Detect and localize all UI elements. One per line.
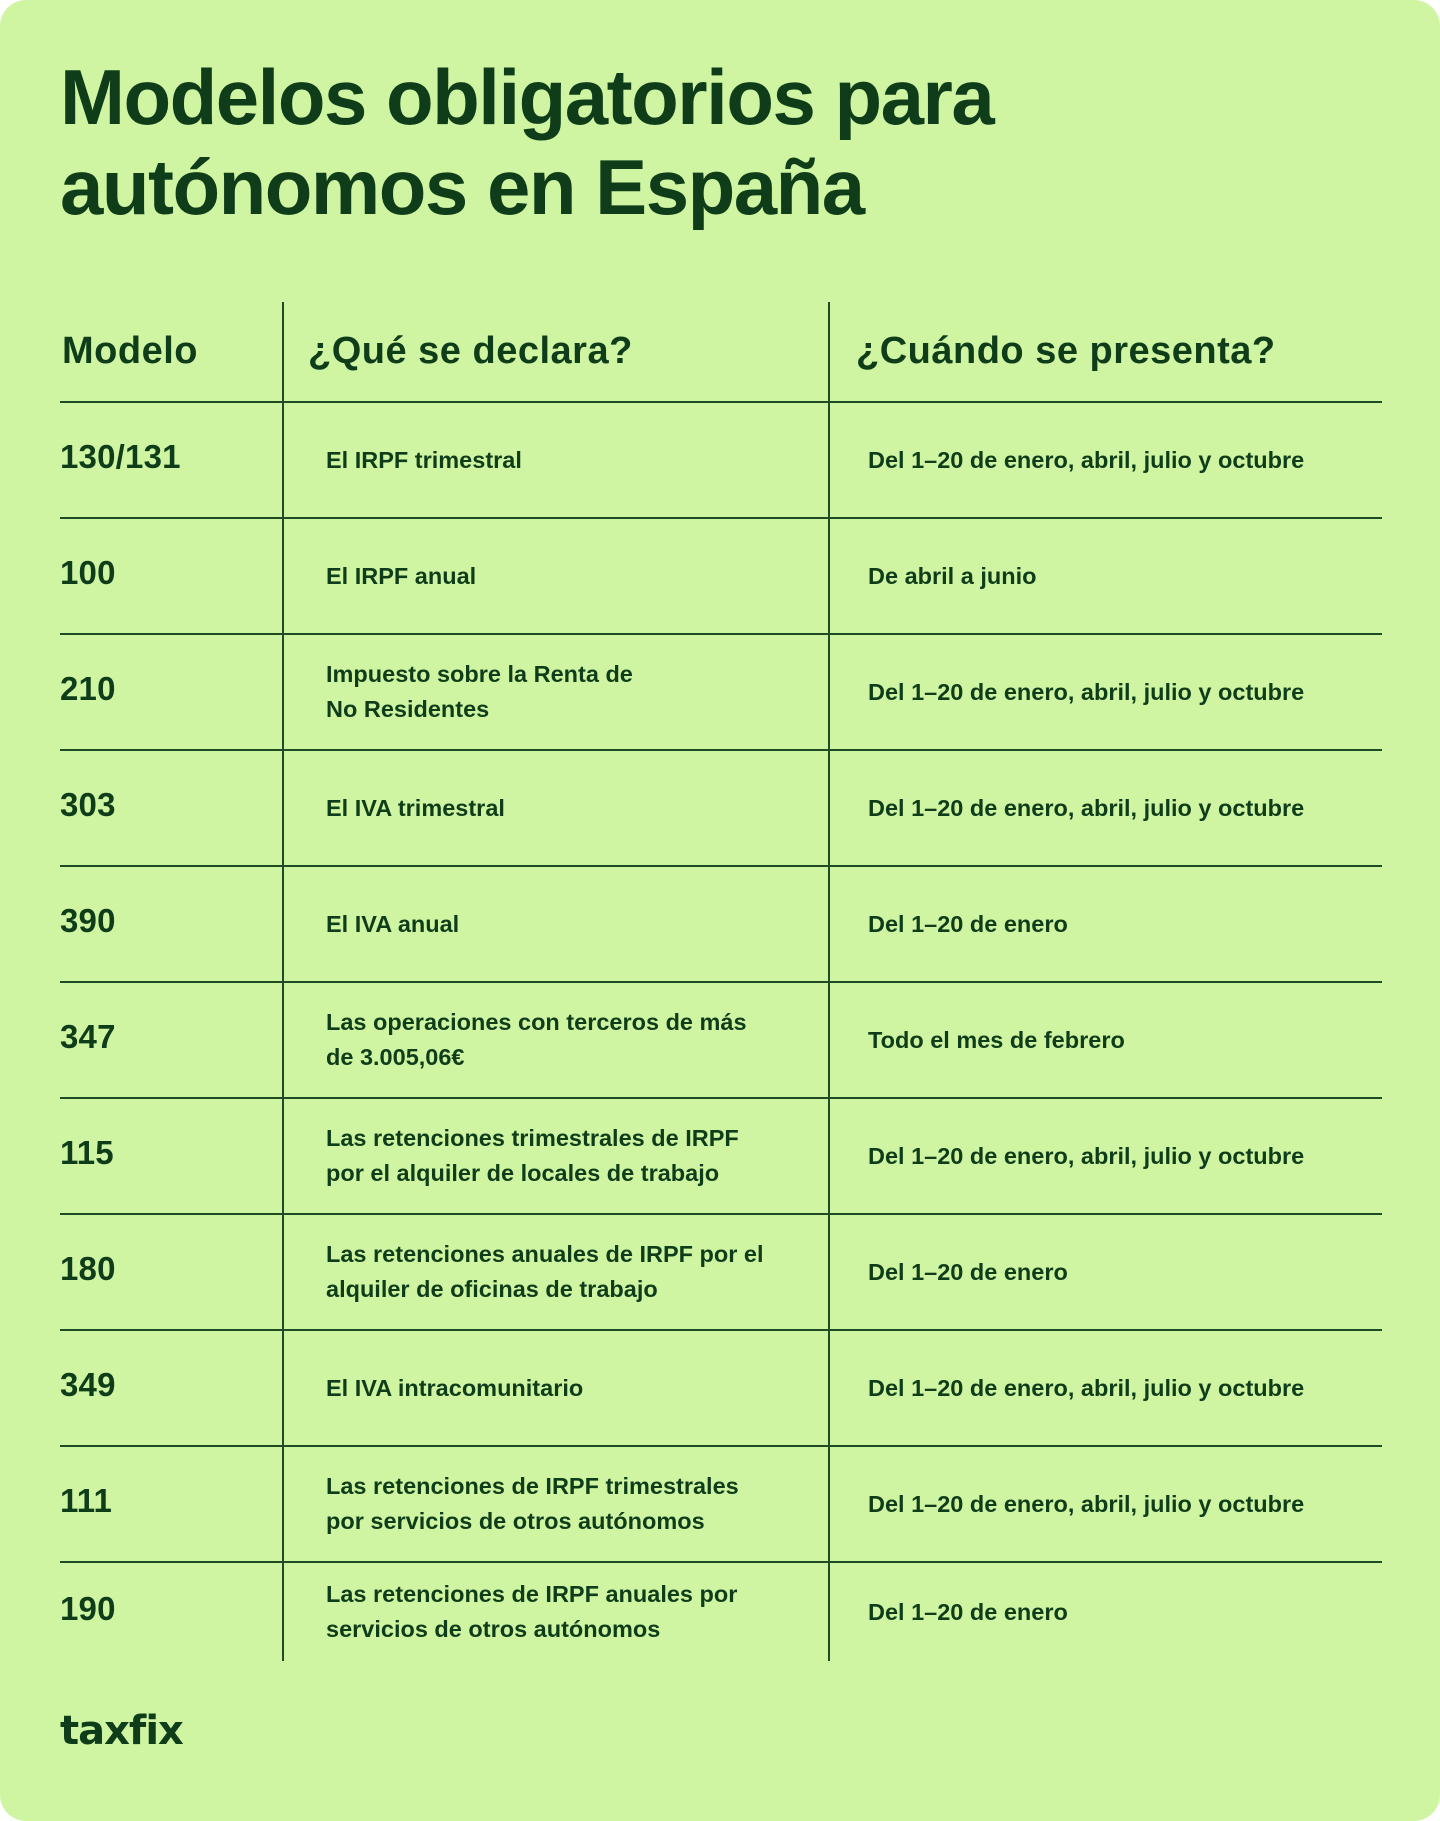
page-title — [60, 52, 1160, 232]
cell-cuando: Del 1–20 de enero — [828, 867, 1382, 981]
table-row — [60, 751, 1382, 867]
cell-cuando: De abril a junio — [828, 519, 1382, 633]
cell-cuando: Del 1–20 de enero — [828, 1563, 1382, 1661]
cell-que: El IRPF trimestral — [282, 403, 828, 517]
cell-cuando: Del 1–20 de enero, abril, julio y octubre — [828, 1447, 1382, 1561]
cell-que: Las retenciones de IRPF trimestrales por servicios de otros autónomos — [282, 1447, 828, 1561]
cell-modelo: 115 — [60, 1134, 114, 1171]
cell-que: El IVA anual — [282, 867, 828, 981]
cell-modelo: 210 — [60, 670, 116, 707]
cell-cuando: Del 1–20 de enero, abril, julio y octubre — [828, 1099, 1382, 1213]
cell-que: Las operaciones con terceros de más de 3.005,06€ — [282, 983, 828, 1097]
table-row — [60, 1331, 1382, 1447]
cell-cuando: Del 1–20 de enero, abril, julio y octubre — [828, 403, 1382, 517]
taxfix-logo: taxfix — [60, 1708, 183, 1754]
cell-cuando: Del 1–20 de enero, abril, julio y octubre — [828, 635, 1382, 749]
cell-que: Las retenciones anuales de IRPF por el alquiler de oficinas de trabajo — [282, 1215, 828, 1329]
cell-modelo: 349 — [60, 1366, 116, 1403]
header-cuando-se-presenta: ¿Cuándo se presenta? — [828, 302, 1382, 401]
title-line-1: Modelos obligatorios para — [60, 53, 994, 141]
cell-que: El IVA trimestral — [282, 751, 828, 865]
table-row — [60, 635, 1382, 751]
cell-modelo: 111 — [60, 1482, 113, 1519]
header-que-se-declara: ¿Qué se declara? — [282, 302, 828, 401]
cell-que: Las retenciones trimestrales de IRPF por el alquiler de locales de trabajo — [282, 1099, 828, 1213]
table-row — [60, 1447, 1382, 1563]
table-row — [60, 983, 1382, 1099]
table-row — [60, 1563, 1382, 1661]
cell-modelo: 390 — [60, 902, 116, 939]
table-row — [60, 867, 1382, 983]
cell-modelo: 130/131 — [60, 438, 181, 475]
cell-modelo: 100 — [60, 554, 116, 591]
table-row — [60, 403, 1382, 519]
cell-cuando: Del 1–20 de enero, abril, julio y octubre — [828, 751, 1382, 865]
cell-que: Impuesto sobre la Renta de No Residentes — [282, 635, 828, 749]
table-row — [60, 1215, 1382, 1331]
header-modelo: Modelo — [62, 330, 198, 372]
cell-cuando: Del 1–20 de enero, abril, julio y octubre — [828, 1331, 1382, 1445]
table-row — [60, 1099, 1382, 1215]
cell-que: Las retenciones de IRPF anuales por servicios de otros autónomos — [282, 1563, 828, 1661]
table-header-row — [60, 302, 1382, 403]
table-row — [60, 519, 1382, 635]
cell-que: El IRPF anual — [282, 519, 828, 633]
cell-modelo: 303 — [60, 786, 116, 823]
cell-modelo: 190 — [60, 1590, 116, 1627]
cell-modelo: 347 — [60, 1018, 116, 1055]
cell-cuando: Del 1–20 de enero — [828, 1215, 1382, 1329]
cell-que: El IVA intracomunitario — [282, 1331, 828, 1445]
cell-cuando: Todo el mes de febrero — [828, 983, 1382, 1097]
title-line-2: autónomos en España — [60, 143, 864, 231]
models-table — [60, 302, 1382, 1661]
cell-modelo: 180 — [60, 1250, 116, 1287]
